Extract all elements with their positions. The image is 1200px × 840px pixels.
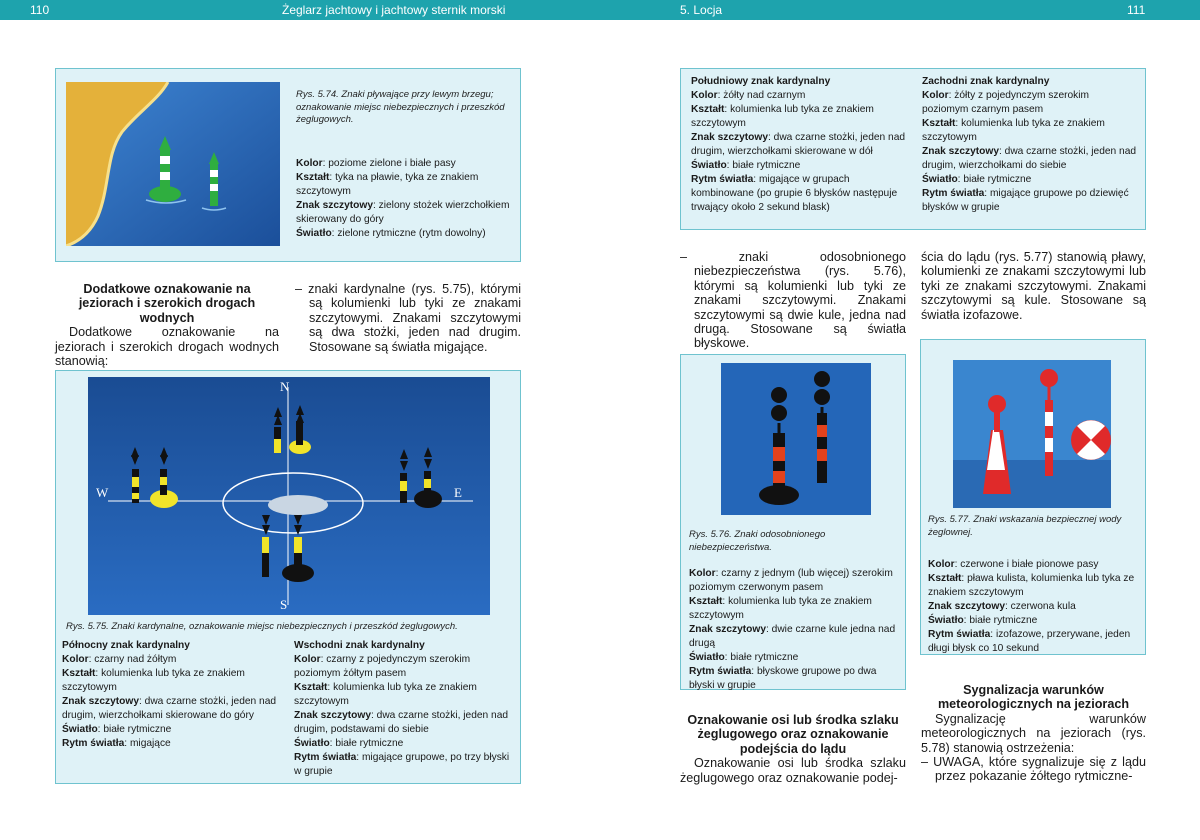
figure-5-75-image [88, 377, 490, 615]
info-line: Światło: białe rytmiczne [928, 615, 1038, 626]
info-title: Północny znak kardynalny [62, 640, 190, 651]
section-heading: Sygnalizacja warunków meteorologicznych na jeziorach [937, 683, 1130, 712]
right-column-2-text-top [921, 250, 1146, 322]
figure-5-74-description [296, 157, 512, 241]
info-line: Kształt: kolumienka lub tyka ze znakiem szczytowym [294, 682, 477, 707]
info-title: Wschodni znak kardynalny [294, 640, 425, 651]
info-line: Kształt: tyka na pławie, tyka ze znakiem szczytowym [296, 172, 479, 197]
figure-5-77-caption: Rys. 5.77. Znaki wskazania bezpiecznej wody żeglownej. [928, 514, 1122, 538]
list-item: – UWAGA, które sygnalizuje się z lądu przez pokazanie żółtego rytmiczne- [921, 755, 1146, 784]
info-line: Rytm światła: błyskowe grupowe po dwa błyski w grupie [689, 666, 877, 691]
paragraph: Dodatkowe oznakowanie na jeziorach i szerokich drogach wodnych stanowią: [55, 325, 279, 369]
right-column-2-text-bottom [921, 683, 1146, 784]
west-cardinal-description [922, 75, 1138, 215]
paragraph: Sygnalizację warunków meteorologicznych na jeziorach (rys. 5.78) stanowią ostrzeżenia: [921, 711, 1146, 755]
left-page-header [0, 0, 600, 20]
east-cardinal-description [294, 639, 514, 779]
info-line: Kolor: żółty nad czarnym [691, 90, 806, 101]
info-line: Kształt: kolumienka lub tyka ze znakiem szczytowym [62, 668, 245, 693]
left-running-title: Żeglarz jachtowy i jachtowy sternik morski [282, 3, 506, 17]
compass-south-label: S [280, 597, 288, 612]
info-line: Kolor: poziome zielone i białe pasy [296, 158, 456, 169]
compass-east-label: E [454, 485, 462, 500]
info-line: Znak szczytowy: dwa czarne stożki, jeden nad drugim, wierzchołkami skierowane do góry [62, 696, 277, 721]
south-cardinal-description [691, 75, 909, 215]
info-line: Kształt: pława kulista, kolumienka lub tyka ze znakiem szczytowym [928, 573, 1135, 598]
info-line: Światło: białe rytmiczne [922, 174, 1032, 185]
info-line: Światło: białe rytmiczne [294, 738, 404, 749]
right-column-1-text-top [680, 250, 906, 351]
info-line: Rytm światła: migające grupowe, po trzy błyski w grupie [294, 752, 510, 777]
left-page-number: 110 [30, 3, 50, 17]
compass-west-label: W [96, 485, 109, 500]
compass-north-label: N [280, 379, 290, 394]
info-line: Kolor: czarny z jednym (lub więcej) szerokim poziomym czerwonym pasem [689, 568, 893, 593]
left-column-2-text [295, 282, 521, 354]
figure-5-77-image [953, 360, 1111, 508]
north-cardinal-description [62, 639, 278, 751]
info-line: Światło: białe rytmiczne [62, 724, 172, 735]
figure-5-76-box [680, 354, 906, 690]
info-line: Znak szczytowy: dwie czarne kule jedna nad drugą [689, 624, 896, 649]
info-title: Południowy znak kardynalny [691, 76, 831, 87]
section-heading: Dodatkowe oznakowanie na jeziorach i szerokich drogach wodnych [78, 282, 256, 325]
info-line: Kolor: czarny z pojedynczym szerokim poziomym żółtym pasem [294, 654, 471, 679]
info-line: Kształt: kolumienka lub tyka ze znakiem szczytowym [922, 118, 1105, 143]
figure-5-74-caption: Rys. 5.74. Znaki pływające przy lewym brzegu; oznakowanie miejsc niebezpiecznych i przeszkód żeglugowych. [296, 89, 505, 125]
info-line: Rytm światła: izofazowe, przerywane, jeden długi błysk co 10 sekund [928, 629, 1131, 654]
figure-5-76-image [721, 363, 871, 515]
info-line: Znak szczytowy: czerwona kula [928, 601, 1076, 612]
right-chapter-title: 5. Locja [680, 3, 723, 17]
info-line: Kształt: kolumienka lub tyka ze znakiem szczytowym [691, 104, 874, 129]
info-line: Rytm światła: migające w grupach kombinowane (po grupie 6 błysków następuje trwający około 2 sekund blask) [691, 174, 898, 213]
list-item: – znaki kardynalne (rys. 5.75), którymi są kolumienki lub tyki ze znakami szczytowymi. Znakami szczytowymi są dwa stożki, jeden nad drugim. Stosowane są światła migające. [295, 282, 521, 354]
info-line: Kolor: żółty z pojedynczym szerokim poziomym czarnym pasem [922, 90, 1090, 115]
info-line: Kolor: czerwone i białe pionowe pasy [928, 559, 1099, 570]
right-column-1-text-bottom [680, 713, 906, 785]
figure-5-74-image [66, 82, 280, 246]
info-line: Kolor: czarny nad żółtym [62, 654, 177, 665]
info-line: Znak szczytowy: dwa czarne stożki, jeden nad drugim, wierzchołkami skierowane w dół [691, 132, 906, 157]
figure-5-75-caption: Rys. 5.75. Znaki kardynalne, oznakowanie miejsc niebezpiecznych i przeszkód żeglugowych. [66, 621, 458, 632]
right-page-number: 111 [1127, 3, 1146, 17]
figure-5-76-caption: Rys. 5.76. Znaki odosobnionego niebezpieczeństwa. [689, 529, 826, 553]
paragraph: Oznakowanie osi lub środka szlaku żeglugowego oraz oznakowanie podej- [680, 756, 906, 785]
figure-5-75-box [55, 370, 521, 784]
info-line: Kształt: kolumienka lub tyka ze znakiem szczytowym [689, 596, 872, 621]
figure-5-77-description [928, 558, 1142, 656]
info-line: Rytm światła: migające grupowe po dziewięć błysków w grupie [922, 188, 1129, 213]
list-item: – znaki odosobnionego niebezpieczeństwa (rys. 5.76), którymi są kolumienki lub tyki ze znakami szczytowymi. Znakami szczytowymi są dwie kule, jedna nad drugą. Stosowane są światła błyskowe. [680, 250, 906, 351]
figure-5-76-description [689, 567, 901, 693]
info-title: Zachodni znak kardynalny [922, 76, 1050, 87]
info-line: Światło: białe rytmiczne [691, 160, 801, 171]
right-page-header [600, 0, 1200, 20]
info-line: Znak szczytowy: zielony stożek wierzchołkiem skierowany do góry [296, 200, 510, 225]
info-line: Znak szczytowy: dwa czarne stożki, jeden nad drugim, wierzchołkami do siebie [922, 146, 1137, 171]
cardinal-south-west-box [680, 68, 1146, 230]
info-line: Światło: zielone rytmiczne (rytm dowolny) [296, 228, 486, 239]
info-line: Światło: białe rytmiczne [689, 652, 799, 663]
figure-5-77-box [920, 339, 1146, 655]
left-column-1-text [55, 282, 279, 368]
paragraph: ścia do lądu (rys. 5.77) stanowią pławy, kolumienki ze znakami szczytowymi lub tyki ze znakami szczytowymi. Znakami szczytowymi są kule. Stosowane są światła izofazowe. [921, 250, 1146, 322]
info-line: Znak szczytowy: dwa czarne stożki, jeden nad drugim, podstawami do siebie [294, 710, 509, 735]
info-line: Rytm światła: migające [62, 738, 171, 749]
section-heading: Oznakowanie osi lub środka szlaku żeglugowego oraz oznakowanie podejścia do lądu [687, 713, 899, 756]
figure-5-74-box [55, 68, 521, 262]
